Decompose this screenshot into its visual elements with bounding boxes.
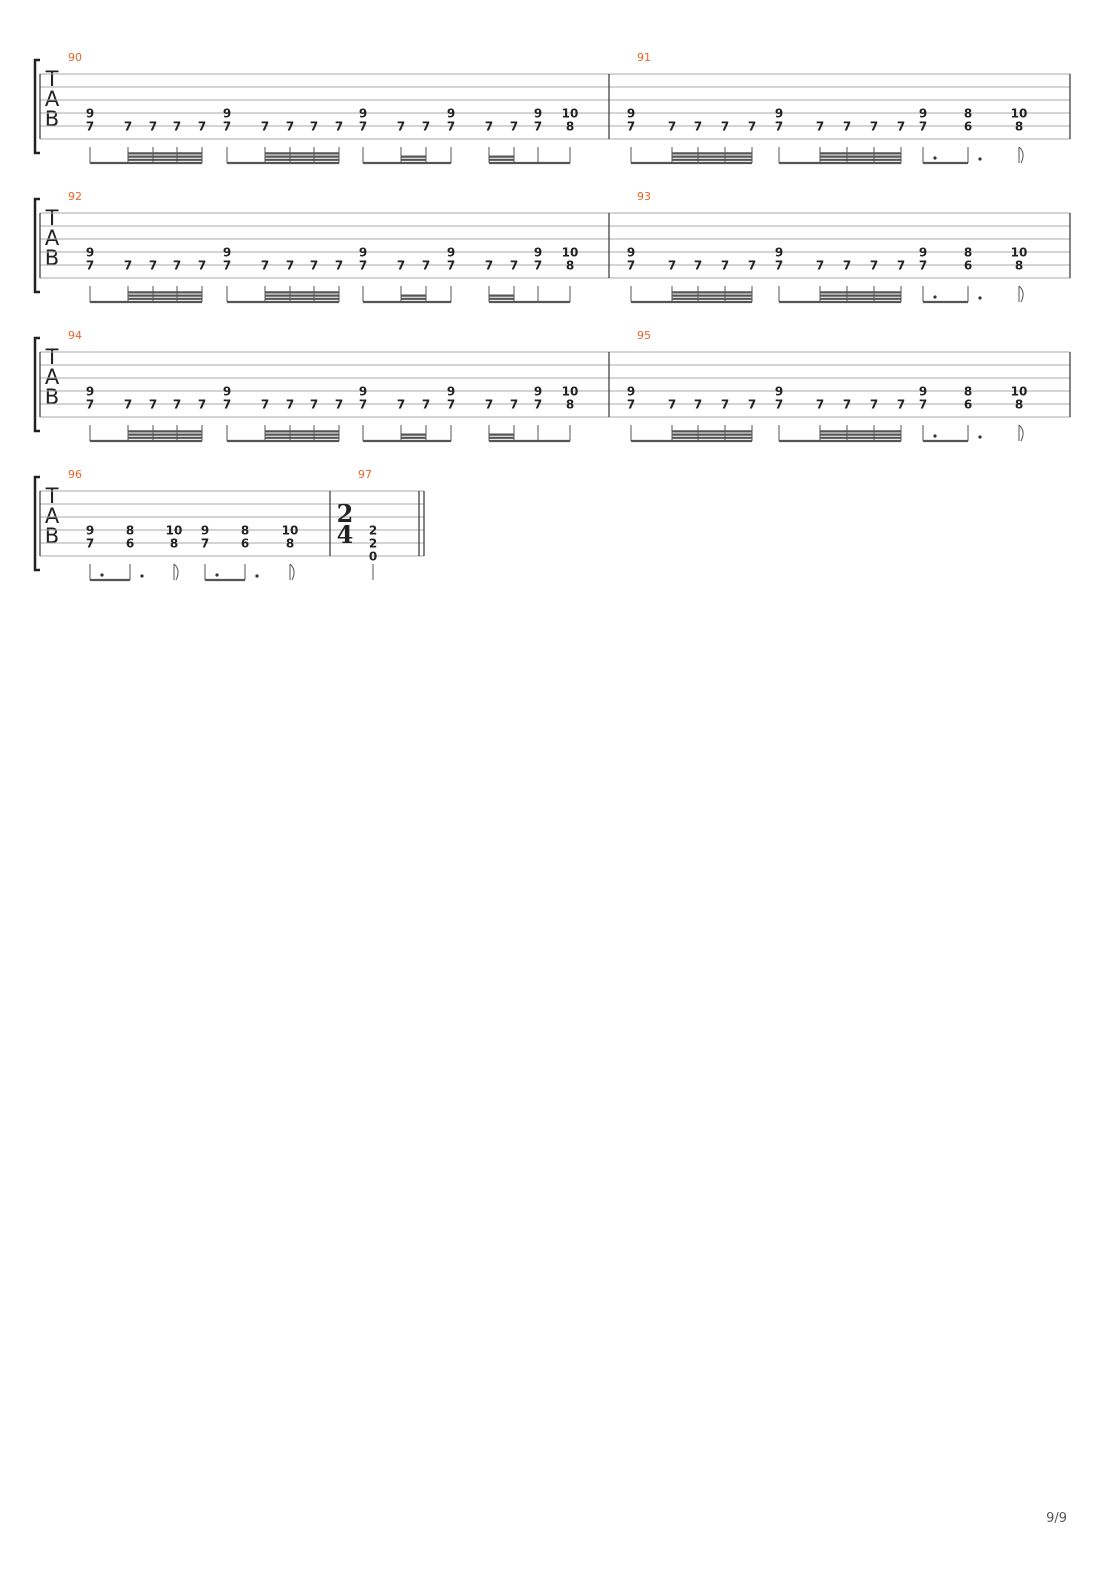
note-column [335,120,343,134]
duration-dot [978,296,981,299]
note-column [359,107,367,134]
note-column [198,259,206,273]
fret-number: 7 [85,397,95,412]
fret-number: 2 [368,536,378,551]
duration-dot [255,574,258,577]
fret-number: 6 [125,536,135,551]
note-column [422,259,430,273]
fret-number: 8 [565,397,575,412]
note-column [721,259,729,273]
note-column [897,398,905,412]
note-column [286,120,294,134]
note-column [86,524,94,551]
tab-clef-b: B [44,524,60,548]
measure-number: 93 [637,190,651,203]
fret-number: 6 [963,258,973,273]
note-column [627,385,635,412]
note-column [124,398,132,412]
fret-number: 9 [85,523,95,538]
note-column [369,524,377,564]
tab-clef-b: B [44,246,60,270]
note-column [335,259,343,273]
note-column [422,398,430,412]
fret-number: 8 [1014,397,1024,412]
tab-clef-a: A [44,504,60,528]
fret-number: 8 [1014,258,1024,273]
fret-number: 7 [509,119,519,134]
fret-number: 8 [240,523,250,538]
note-flag [1019,425,1023,441]
note-column [775,246,783,273]
note-column [919,246,927,273]
system-2 [35,190,1070,302]
note-column [447,246,455,273]
fret-number: 9 [446,384,456,399]
fret-number: 7 [222,258,232,273]
note-flag [174,564,178,580]
note-column [843,259,851,273]
tab-clef-b: B [44,107,60,131]
fret-number: 7 [869,397,879,412]
fret-number: 7 [85,258,95,273]
fret-number: 8 [963,245,973,260]
fret-number: 7 [484,397,494,412]
note-column [870,120,878,134]
fret-number: 7 [396,258,406,273]
fret-number: 9 [358,384,368,399]
note-column [124,120,132,134]
fret-number: 9 [85,106,95,121]
note-column [562,246,579,273]
fret-number: 7 [693,258,703,273]
fret-number: 7 [358,258,368,273]
note-column [173,120,181,134]
measure-number: 96 [68,468,82,481]
tab-clef-a: A [44,365,60,389]
fret-number: 7 [285,397,295,412]
fret-number: 8 [125,523,135,538]
duration-dot [978,435,981,438]
fret-number: 7 [334,258,344,273]
fret-number: 9 [774,245,784,260]
fret-number: 7 [484,119,494,134]
fret-number: 7 [334,119,344,134]
fret-number: 7 [148,258,158,273]
fret-number: 7 [334,397,344,412]
fret-number: 7 [222,119,232,134]
fret-number: 7 [918,119,928,134]
fret-number: 7 [222,397,232,412]
note-column [166,524,183,551]
fret-number: 7 [396,119,406,134]
fret-number: 7 [285,258,295,273]
note-flag [1019,286,1023,302]
note-column [1011,107,1028,134]
fret-number: 9 [626,384,636,399]
fret-number: 7 [667,119,677,134]
fret-number: 7 [309,119,319,134]
fret-number: 9 [222,384,232,399]
fret-number: 7 [667,258,677,273]
note-column [261,120,269,134]
note-column [964,385,972,412]
note-column [223,385,231,412]
fret-number: 10 [561,106,579,121]
fret-number: 7 [842,119,852,134]
note-column [964,107,972,134]
fret-number: 9 [358,106,368,121]
note-column [422,120,430,134]
duration-dot [140,574,143,577]
note-column [198,120,206,134]
fret-number: 7 [85,119,95,134]
note-column [510,259,518,273]
fret-number: 7 [446,119,456,134]
note-column [964,246,972,273]
note-column [897,120,905,134]
tab-clef-b: B [44,385,60,409]
fret-number: 9 [85,384,95,399]
note-column [201,524,209,551]
note-column [397,259,405,273]
measure-number: 91 [637,51,651,64]
fret-number: 10 [165,523,183,538]
fret-number: 7 [484,258,494,273]
fret-number: 7 [200,536,210,551]
fret-number: 0 [368,549,378,564]
fret-number: 7 [396,397,406,412]
fret-number: 7 [197,258,207,273]
tab-clef-t: T [45,345,59,369]
fret-number: 9 [446,245,456,260]
note-column [843,398,851,412]
fret-number: 6 [963,119,973,134]
note-column [870,259,878,273]
fret-number: 7 [123,258,133,273]
fret-number: 8 [169,536,179,551]
measure-95 [627,329,1028,441]
note-column [447,385,455,412]
note-column [310,398,318,412]
duration-dot [933,156,936,159]
fret-number: 7 [693,397,703,412]
note-column [198,398,206,412]
fret-number: 10 [281,523,299,538]
note-column [485,259,493,273]
note-column [485,120,493,134]
fret-number: 7 [693,119,703,134]
note-column [510,398,518,412]
note-column [919,107,927,134]
fret-number: 8 [285,536,295,551]
fret-number: 7 [896,397,906,412]
fret-number: 7 [747,258,757,273]
note-column [897,259,905,273]
fret-number: 7 [533,258,543,273]
fret-number: 7 [421,258,431,273]
note-column [534,385,542,412]
note-column [775,385,783,412]
note-column [86,107,94,134]
note-column [310,120,318,134]
fret-number: 9 [446,106,456,121]
note-column [510,120,518,134]
duration-dot [933,295,936,298]
fret-number: 7 [774,397,784,412]
fret-number: 7 [626,397,636,412]
fret-number: 7 [869,119,879,134]
note-column [562,107,579,134]
fret-number: 7 [533,119,543,134]
fret-number: 7 [815,397,825,412]
fret-number: 9 [358,245,368,260]
duration-dot [933,434,936,437]
note-column [397,398,405,412]
fret-number: 7 [260,397,270,412]
note-column [223,246,231,273]
fret-number: 7 [260,119,270,134]
note-column [241,524,249,551]
note-column [359,385,367,412]
fret-number: 7 [358,397,368,412]
tab-clef-t: T [45,67,59,91]
fret-number: 2 [368,523,378,538]
fret-number: 7 [123,397,133,412]
note-column [816,120,824,134]
note-column [282,524,299,551]
note-column [126,524,134,551]
fret-number: 7 [260,258,270,273]
fret-number: 10 [561,384,579,399]
note-column [668,259,676,273]
fret-number: 7 [421,119,431,134]
fret-number: 7 [626,119,636,134]
duration-dot [100,573,103,576]
fret-number: 7 [774,119,784,134]
note-column [870,398,878,412]
fret-number: 7 [720,258,730,273]
fret-number: 7 [172,119,182,134]
note-column [562,385,579,412]
fret-number: 7 [667,397,677,412]
note-flag [290,564,294,580]
note-column [149,398,157,412]
fret-number: 7 [123,119,133,134]
note-column [627,107,635,134]
fret-number: 7 [747,397,757,412]
fret-number: 7 [626,258,636,273]
fret-number: 7 [148,119,158,134]
note-column [694,259,702,273]
note-column [534,246,542,273]
note-column [748,120,756,134]
note-column [124,259,132,273]
note-column [748,398,756,412]
system-3 [35,329,1070,441]
fret-number: 7 [774,258,784,273]
fret-number: 7 [509,397,519,412]
fret-number: 9 [85,245,95,260]
note-column [173,259,181,273]
fret-number: 7 [172,258,182,273]
time-signature-top: 2 [336,499,354,528]
page-number: 9/9 [1046,1511,1067,1526]
fret-number: 10 [1010,106,1028,121]
note-column [721,120,729,134]
fret-number: 9 [918,384,928,399]
note-column [668,120,676,134]
fret-number: 7 [197,397,207,412]
note-column [816,398,824,412]
fret-number: 7 [720,119,730,134]
measure-92 [68,190,578,302]
note-column [843,120,851,134]
fret-number: 7 [869,258,879,273]
fret-number: 7 [918,258,928,273]
fret-number: 7 [446,258,456,273]
fret-number: 10 [1010,384,1028,399]
fret-number: 8 [565,258,575,273]
tab-clef-t: T [45,484,59,508]
fret-number: 7 [896,119,906,134]
fret-number: 8 [565,119,575,134]
fret-number: 9 [222,245,232,260]
note-column [485,398,493,412]
system-4 [35,468,424,580]
fret-number: 7 [842,258,852,273]
fret-number: 9 [774,106,784,121]
note-column [286,398,294,412]
note-column [261,398,269,412]
fret-number: 9 [918,106,928,121]
note-column [816,259,824,273]
measure-number: 95 [637,329,651,342]
measure-number: 94 [68,329,82,342]
fret-number: 9 [918,245,928,260]
tab-clef-a: A [44,87,60,111]
note-column [721,398,729,412]
note-column [627,246,635,273]
tab-clef-a: A [44,226,60,250]
note-column [149,259,157,273]
measure-90 [68,51,578,163]
note-column [919,385,927,412]
duration-dot [215,573,218,576]
fret-number: 9 [774,384,784,399]
time-signature-bottom: 4 [336,520,354,549]
fret-number: 7 [421,397,431,412]
system-brace [35,477,40,570]
fret-number: 7 [747,119,757,134]
note-column [534,107,542,134]
fret-number: 10 [561,245,579,260]
fret-number: 7 [720,397,730,412]
note-flag [1019,147,1023,163]
fret-number: 7 [85,536,95,551]
duration-dot [978,157,981,160]
fret-number: 9 [533,106,543,121]
tab-clef-t: T [45,206,59,230]
fret-number: 7 [285,119,295,134]
note-column [694,398,702,412]
measure-96 [68,468,298,580]
measure-number: 90 [68,51,82,64]
fret-number: 9 [533,245,543,260]
fret-number: 7 [148,397,158,412]
fret-number: 7 [533,397,543,412]
note-column [447,107,455,134]
measure-91 [627,51,1028,163]
fret-number: 7 [896,258,906,273]
fret-number: 7 [509,258,519,273]
note-column [335,398,343,412]
note-column [1011,246,1028,273]
note-column [397,120,405,134]
fret-number: 7 [815,258,825,273]
measure-number: 97 [358,468,372,481]
note-column [748,259,756,273]
fret-number: 7 [197,119,207,134]
note-column [223,107,231,134]
fret-number: 7 [309,258,319,273]
fret-number: 7 [172,397,182,412]
system-brace [35,338,40,431]
fret-number: 7 [918,397,928,412]
note-column [1011,385,1028,412]
fret-number: 6 [963,397,973,412]
fret-number: 8 [1014,119,1024,134]
fret-number: 7 [309,397,319,412]
fret-number: 7 [446,397,456,412]
measure-97 [337,468,378,580]
note-column [261,259,269,273]
note-column [86,385,94,412]
fret-number: 9 [222,106,232,121]
note-column [359,246,367,273]
fret-number: 7 [842,397,852,412]
fret-number: 9 [626,245,636,260]
note-column [775,107,783,134]
note-column [149,120,157,134]
fret-number: 9 [533,384,543,399]
system-1 [35,51,1070,163]
measure-number: 92 [68,190,82,203]
fret-number: 7 [358,119,368,134]
fret-number: 9 [200,523,210,538]
note-column [86,246,94,273]
note-column [694,120,702,134]
note-column [286,259,294,273]
measure-93 [627,190,1028,302]
system-brace [35,60,40,153]
measure-94 [68,329,578,441]
note-column [668,398,676,412]
fret-number: 8 [963,384,973,399]
system-brace [35,199,40,292]
fret-number: 7 [815,119,825,134]
note-column [310,259,318,273]
fret-number: 8 [963,106,973,121]
note-column [173,398,181,412]
fret-number: 6 [240,536,250,551]
fret-number: 10 [1010,245,1028,260]
fret-number: 9 [626,106,636,121]
